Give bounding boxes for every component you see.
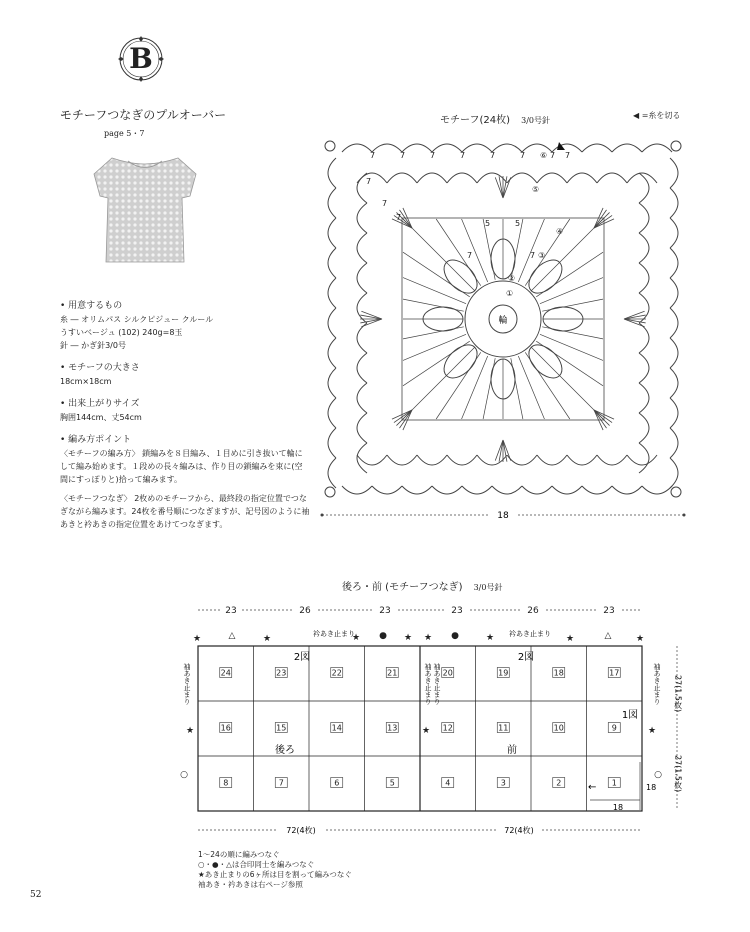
sleeve-opening-label: 袖あき止まり xyxy=(653,663,661,705)
round-marker: ③ xyxy=(538,251,546,260)
loop-label: 5 xyxy=(485,219,491,228)
loop-label: 7 xyxy=(366,177,372,186)
motif-number: 7 xyxy=(278,778,284,788)
motif-chart-drawing xyxy=(322,138,684,500)
assembly-diagram xyxy=(170,600,690,845)
cut-yarn-marker-icon xyxy=(557,142,565,150)
round-marker: ④ xyxy=(556,227,564,236)
loop-label: 7 xyxy=(382,199,388,208)
sleeve-opening-label: 袖あき止まり xyxy=(424,663,432,705)
motif-number: 12 xyxy=(442,723,453,733)
top-dimension: 26 xyxy=(527,606,539,616)
center-ring-label: 輪 xyxy=(498,316,508,326)
materials-line: うすいベージュ (102) 240g=8玉 xyxy=(60,328,183,337)
instructions xyxy=(60,300,310,531)
assembly-hook: 3/0号針 xyxy=(473,583,503,592)
motif-dimension: 18 xyxy=(612,803,624,812)
top-dimension: 23 xyxy=(451,606,463,616)
svg-text:★: ★ xyxy=(423,633,433,643)
motif-number: 1 xyxy=(611,778,617,788)
figure-1-label: 1図 xyxy=(621,710,639,721)
top-dimension: 23 xyxy=(603,606,615,616)
motif-number: 13 xyxy=(387,723,398,733)
garment-photo xyxy=(90,150,200,265)
points-heading: • 編み方ポイント xyxy=(60,435,132,445)
bottom-dimension: 72(4枚) xyxy=(286,826,316,835)
loop-label: 7 xyxy=(370,151,376,160)
svg-text:★: ★ xyxy=(635,634,645,644)
loop-label: 7 xyxy=(460,151,466,160)
motif-number: 2 xyxy=(556,778,562,788)
svg-text:★: ★ xyxy=(351,633,361,643)
section-badge xyxy=(117,35,165,83)
sleeve-opening-label: 袖あき止まり xyxy=(183,663,191,705)
round-marker: ② xyxy=(508,274,516,283)
motif-crochet-chart xyxy=(322,138,684,500)
loop-label: 7 xyxy=(565,151,571,160)
legend-line: 袖あき・衿あきは右ページ参照 xyxy=(198,880,303,889)
motif-number: 9 xyxy=(611,723,617,733)
materials-line: 糸 ― オリムパス シルクピジュー クルール xyxy=(60,315,214,324)
motif-size-heading: • モチーフの大きさ xyxy=(60,363,140,373)
back-label: 後ろ xyxy=(275,745,295,756)
figure-2-label: 2図 xyxy=(293,652,311,663)
assembly-title: 後ろ・前 (モチーフつなぎ) xyxy=(342,582,463,593)
motif-number: 19 xyxy=(498,668,509,678)
top-dimension: 26 xyxy=(299,606,311,616)
svg-text:★: ★ xyxy=(647,726,657,736)
front-label: 前 xyxy=(507,745,517,756)
top-dimension: 23 xyxy=(225,606,237,616)
bottom-dimension: 72(4枚) xyxy=(504,826,534,835)
motif-number: 23 xyxy=(276,668,287,678)
svg-text:★: ★ xyxy=(565,634,575,644)
motif-number: 10 xyxy=(553,723,564,733)
legend-line: 1〜24の順に編みつなぐ xyxy=(198,850,280,859)
motif-number: 24 xyxy=(220,668,231,678)
svg-text:★: ★ xyxy=(403,633,413,643)
loop-label: 7 xyxy=(400,151,406,160)
svg-text:★: ★ xyxy=(192,634,202,644)
points-paragraph: 〈モチーフつなぎ〉 2枚めのモチーフから、最終段の指定位置でつなぎながら編みます。24枚を番号順につなぎますが、記号図のように袖あきと衿あきの指定位置をあけてつなぎます。 xyxy=(60,494,310,529)
svg-text:△: △ xyxy=(604,631,612,641)
round-marker: ⑥ xyxy=(540,151,548,160)
motif-number: 18 xyxy=(553,668,564,678)
finished-size-value: 胸囲144cm、丈54cm xyxy=(60,413,142,422)
neck-opening-label: 衿あき止まり xyxy=(313,630,355,638)
motif-number: 3 xyxy=(500,778,506,788)
loop-label: 7 xyxy=(530,251,536,260)
side-dimension: 27(1.5枚) xyxy=(673,755,683,793)
motif-number: 4 xyxy=(445,778,451,788)
loop-label: 7 xyxy=(467,251,473,260)
svg-text:△: △ xyxy=(228,631,236,641)
legend-line: ★あき止まりの6ヶ所は目を割って編みつなぐ xyxy=(198,870,352,879)
materials-line: 針 ― かぎ針3/0号 xyxy=(60,341,126,350)
svg-text:○: ○ xyxy=(180,770,188,780)
sleeve-opening-label: 袖あき止まり xyxy=(433,663,441,705)
materials-heading: • 用意するもの xyxy=(60,301,123,311)
motif-number: 6 xyxy=(334,778,340,788)
svg-text:★: ★ xyxy=(485,633,495,643)
finished-size-heading: • 出来上がりサイズ xyxy=(60,399,140,409)
motif-number: 20 xyxy=(442,668,453,678)
start-arrow-icon: ← xyxy=(588,782,597,793)
motif-number: 22 xyxy=(331,668,342,678)
cut-yarn-note: ◀ =糸を切る xyxy=(633,111,681,120)
loop-label: 7 xyxy=(396,213,402,222)
motif-number: 21 xyxy=(387,668,398,678)
legend xyxy=(198,850,352,890)
svg-text:★: ★ xyxy=(185,726,195,736)
loop-label: 7 xyxy=(490,151,496,160)
loop-label: 7 xyxy=(430,151,436,160)
motif-size-value: 18cm×18cm xyxy=(60,377,112,386)
motif-number: 16 xyxy=(220,723,231,733)
motif-width-dimension xyxy=(320,507,686,521)
page-number: 52 xyxy=(30,890,42,900)
legend-line: ○・●・△は合印同士を編みつなぐ xyxy=(198,860,315,869)
svg-text:★: ★ xyxy=(262,634,272,644)
svg-text:●: ● xyxy=(379,631,387,641)
loop-label: 7 xyxy=(550,151,556,160)
assembly-title-row xyxy=(342,575,502,594)
motif-dimension: 18 xyxy=(646,783,657,792)
motif-number: 15 xyxy=(276,723,287,733)
motif-width-label: 18 xyxy=(497,511,509,521)
motif-number: 5 xyxy=(389,778,395,788)
top-dimension: 23 xyxy=(379,606,391,616)
loop-label: 7 xyxy=(520,151,526,160)
motif-number: 11 xyxy=(498,723,509,733)
svg-text:○: ○ xyxy=(654,770,662,780)
points-paragraph: 〈モチーフの編み方〉 鎖編みを８目編み、１目めに引き抜いて輪にして編み始めます。１段めの長々編みは、作り目の鎖編みを束に(空間にすっぽりと)拾って編みます。 xyxy=(60,449,303,484)
loop-label: 5 xyxy=(515,219,521,228)
motif-chart-hook: 3/0号針 xyxy=(521,116,550,125)
motif-number: 14 xyxy=(331,723,342,733)
page-reference: page 5・7 xyxy=(104,129,145,138)
neck-opening-label: 衿あき止まり xyxy=(509,630,551,638)
round-marker: ⑤ xyxy=(532,185,540,194)
badge-letter: B xyxy=(129,42,153,75)
motif-chart-title: モチーフ(24枚) xyxy=(440,115,511,126)
round-marker: ① xyxy=(506,289,514,298)
motif-chart-title-row xyxy=(440,108,550,127)
figure-2-label: 2図 xyxy=(517,652,535,663)
motif-number: 17 xyxy=(609,668,620,678)
svg-text:●: ● xyxy=(451,631,459,641)
svg-text:★: ★ xyxy=(421,726,431,736)
page-title: モチーフつなぎのプルオーバー xyxy=(59,108,227,122)
motif-number: 8 xyxy=(223,778,229,788)
side-dimension: 27(1.5枚) xyxy=(673,675,683,713)
